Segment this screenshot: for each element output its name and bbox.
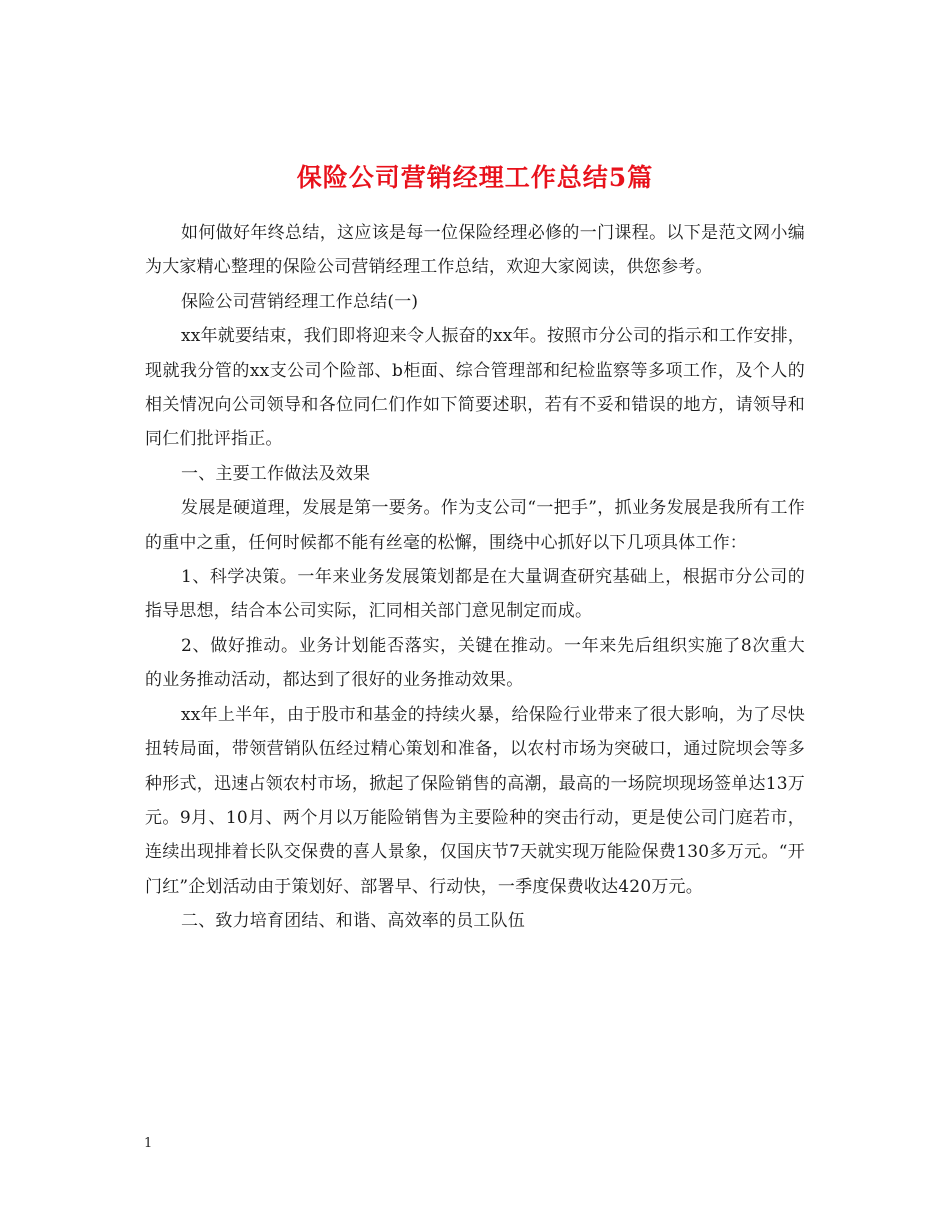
section-heading-summary-1: 保险公司营销经理工作总结(一) bbox=[181, 291, 419, 312]
paragraph-development: 发展是硬道理，发展是第一要务。作为支公司“一把手”，抓业务发展是我所有工作的重中之重，任何时候都不能有丝毫的松懈，围绕中心抓好以下几项具体工作： bbox=[145, 498, 805, 553]
paragraph-item-1: 1、科学决策。一年来业务发展策划都是在大量调查研究基础上，根据市分公司的指导思想，结合本公司实际，汇同相关部门意见制定而成。 bbox=[145, 567, 805, 622]
paragraph-first-half: xx年上半年，由于股市和基金的持续火暴，给保险行业带来了很大影响，为了尽快扭转局面，带领营销队伍经过精心策划和准备，以农村市场为突破口，通过院坝会等多种形式，迅速占领农村市场，掀起了保险销售的高潮，最高的一场院坝现场签单达13万元。9月、10月、两个月以万能险销售为主要险种的突击行动，更是使公司门庭若市，连续出现排着长队交保费的喜人景象，仅国庆节7天就实现万能险保费130多万元。“开门红”企划活动由于策划好、部署早、行动快，一季度保费收达420万元。 bbox=[145, 704, 805, 897]
section-heading-main-work: 一、主要工作做法及效果 bbox=[181, 463, 371, 484]
section-heading-team: 二、致力培育团结、和谐、高效率的员工队伍 bbox=[181, 911, 525, 932]
paragraph-intro: 如何做好年终总结，这应该是每一位保险经理必修的一门课程。以下是范文网小编为大家精心整理的保险公司营销经理工作总结，欢迎大家阅读，供您参考。 bbox=[145, 223, 805, 278]
paragraph-overview: xx年就要结束，我们即将迎来令人振奋的xx年。按照市分公司的指示和工作安排，现就我分管的xx支公司个险部、b柜面、综合管理部和纪检监察等多项工作，及个人的相关情况向公司领导和各位同仁们作如下简要述职，若有不妥和错误的地方，请领导和同仁们批评指正。 bbox=[145, 326, 805, 450]
page-number: 1 bbox=[144, 1136, 153, 1151]
document-body bbox=[145, 216, 805, 939]
document-title: 保险公司营销经理工作总结5篇 bbox=[296, 162, 654, 192]
paragraph-item-2: 2、做好推动。业务计划能否落实，关键在推动。一年来先后组织实施了8次重大的业务推动活动，都达到了很好的业务推动效果。 bbox=[145, 635, 805, 691]
